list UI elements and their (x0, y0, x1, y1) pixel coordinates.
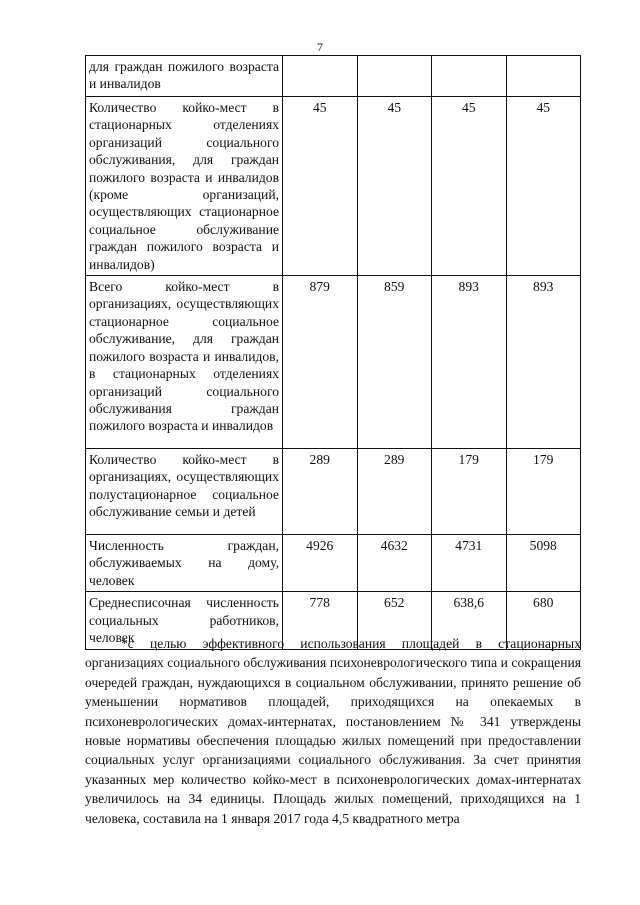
footnote-paragraph: *с целью эффективного использования площадей в стационарных организациях социального обслуживания психоневрологического типа и сокращения очередей граждан, нуждающихся в социальном обслуживании, принято решение об уменьшении нормативов площадей, приходящихся на опекаемых в психоневрологических домах-интернатах, постановлением № 341 утверждены новые нормативы обеспечения площадью жилых помещений при предоставлении социальных услуг организациями социального обслуживания. За счет принятия указанных мер количество койко-мест в психоневрологических домах-интернатах увеличилось на 34 единицы. Площадь жилых помещений, приходящихся на 1 человека, составила на 1 января 2017 года 4,5 квадратного метра (85, 636, 581, 826)
row-label: Среднесписочная численность социальных работников, человек (86, 592, 283, 649)
table-cell: 778 (283, 592, 358, 649)
row-label: Количество койко-мест в организациях, осуществляющих полустационарное социальное обслуживание семьи и детей (86, 449, 283, 535)
table-row (86, 97, 581, 276)
table-cell: 179 (506, 449, 581, 535)
table-row (86, 535, 581, 592)
table-cell (357, 56, 432, 97)
table-cell: 859 (357, 276, 432, 449)
table-cell (432, 56, 507, 97)
table-row (86, 449, 581, 535)
page-number: 7 (317, 40, 323, 54)
table-cell: 4926 (283, 535, 358, 592)
statistics-table (85, 55, 581, 650)
table-cell: 879 (283, 276, 358, 449)
table-cell: 289 (357, 449, 432, 535)
table-cell (506, 56, 581, 97)
table-cell: 638,6 (432, 592, 507, 649)
table-cell: 680 (506, 592, 581, 649)
table-row (86, 56, 581, 97)
table-cell: 4632 (357, 535, 432, 592)
row-label: Всего койко-мест в организациях, осуществляющих стационарное социальное обслуживание, для граждан пожилого возраста и инвалидов, в стационарных отделениях организаций социального обслуживания граждан пожилого возраста и инвалидов (86, 276, 283, 449)
table-cell: 45 (357, 97, 432, 276)
table-cell: 5098 (506, 535, 581, 592)
table-cell: 893 (506, 276, 581, 449)
row-label: для граждан пожилого возраста и инвалидов (86, 56, 283, 97)
table-cell: 179 (432, 449, 507, 535)
table-cell (283, 56, 358, 97)
table-cell: 45 (506, 97, 581, 276)
table-cell: 893 (432, 276, 507, 449)
table-row (86, 276, 581, 449)
table-cell: 4731 (432, 535, 507, 592)
table-cell: 45 (432, 97, 507, 276)
row-label: Численность граждан, обслуживаемых на дому, человек (86, 535, 283, 592)
table-cell: 45 (283, 97, 358, 276)
table-cell: 289 (283, 449, 358, 535)
row-label: Количество койко-мест в стационарных отделениях организаций социального обслуживания, для граждан пожилого возраста и инвалидов (кроме организаций, осуществляющих стационарное социальное обслуживание граждан пожилого возраста и инвалидов) (86, 97, 283, 276)
table-cell: 652 (357, 592, 432, 649)
